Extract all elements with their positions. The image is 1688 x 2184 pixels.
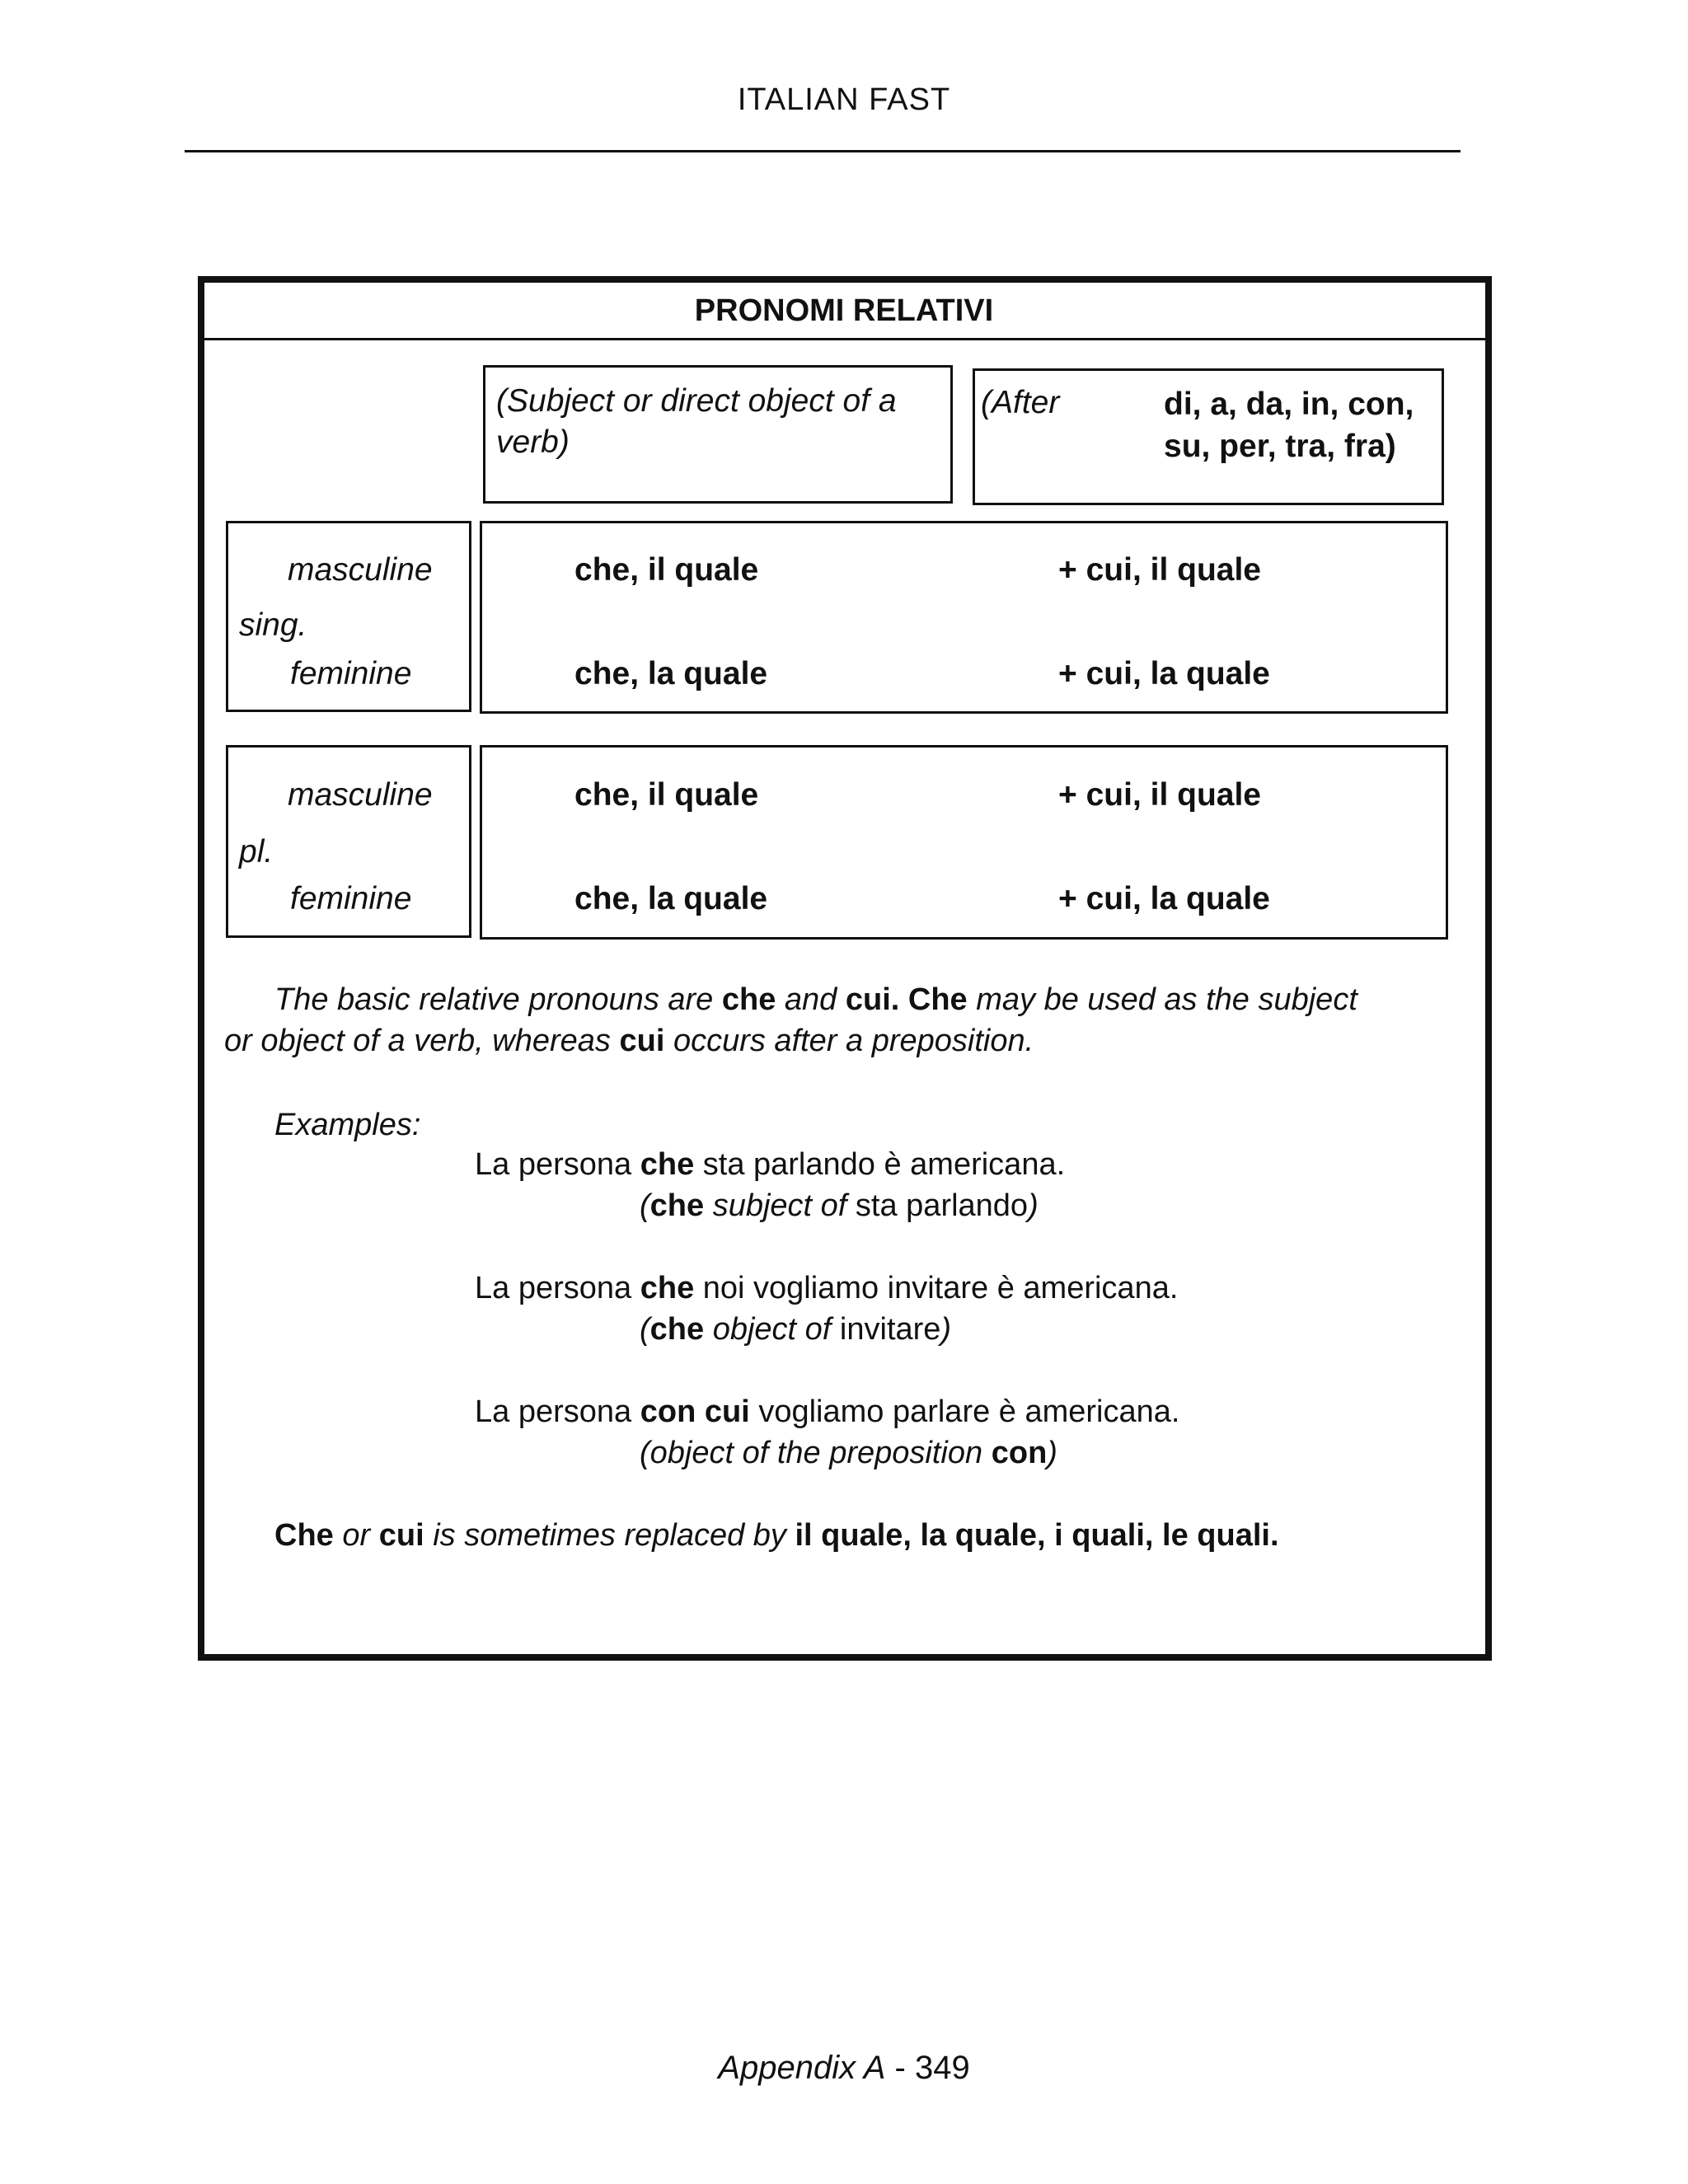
explanation-text: The basic relative pronouns are [274,982,714,1017]
note-paren: ) [1047,1436,1057,1470]
note-paren: ( [640,1188,650,1223]
replacement-forms: il quale, la quale, i quali, le quali. [795,1518,1279,1553]
explanation-text: or object of a verb, whereas [224,1024,611,1058]
page-header-title: ITALIAN FAST [737,82,951,117]
note-keyword: che [649,1312,705,1347]
note-text: is sometimes replaced by [433,1518,786,1553]
note-keyword: che [649,1188,705,1223]
keyword-che: Che [907,982,968,1017]
example-text: La persona [475,1147,632,1182]
plural-fem-subject: che, la quale [574,881,768,916]
keyword-che: che [721,982,776,1017]
singular-masculine-label: masculine [288,552,433,588]
note-text: sta parlando [855,1188,1029,1223]
example-text: La persona [475,1271,632,1305]
col-header-subject-line1: (Subject or direct object of a [496,383,897,419]
singular-fem-subject: che, la quale [574,656,768,691]
example-text: noi vogliamo invitare è americana. [702,1271,1179,1305]
col-header-subject-line2: verb) [496,424,570,460]
example-1-sentence [475,1144,1065,1185]
singular-number-label: sing. [239,607,307,643]
plural-masc-prep: + cui, il quale [1058,777,1261,813]
note-keyword: con [991,1436,1048,1470]
note-text: object of [712,1312,832,1347]
example-text: vogliamo parlare è americana. [758,1394,1180,1429]
note-paren: ( [640,1312,650,1347]
plural-fem-prep: + cui, la quale [1058,881,1270,916]
singular-fem-prep: + cui, la quale [1058,656,1270,691]
example-2-note [640,1309,951,1350]
example-text: La persona [475,1394,632,1429]
note-paren: ) [1028,1188,1039,1223]
example-2-sentence [475,1268,1178,1309]
example-keyword: che [640,1271,695,1305]
example-keyword: che [640,1147,695,1182]
examples-label: Examples: [274,1108,421,1142]
note-text: or [342,1518,371,1553]
plural-masculine-label: masculine [288,777,433,813]
example-text: sta parlando è americana. [702,1147,1066,1182]
explanation-text: and [784,982,837,1017]
keyword-cui: cui. [845,982,900,1017]
note-text: invitare [839,1312,941,1347]
header-rule [185,150,1461,152]
example-keyword: con cui [640,1394,750,1429]
footer-label: Appendix A [718,2050,886,2086]
table-title: PRONOMI RELATIVI [694,293,994,328]
note-paren: ) [940,1312,952,1347]
plural-number-label: pl. [239,834,274,869]
note-text: (object of the preposition [640,1436,983,1470]
col-header-prep-line2: su, per, tra, fra) [1164,429,1396,464]
page-footer [0,2050,1688,2087]
keyword-che: Che [274,1518,334,1553]
example-3-sentence [475,1391,1179,1432]
example-3-note [640,1432,1057,1474]
singular-masc-prep: + cui, il quale [1058,552,1261,588]
explanation-text: may be used as the subject [976,982,1357,1017]
example-1-note [640,1185,1039,1226]
col-header-prep-line1: di, a, da, in, con, [1164,387,1414,422]
explanation-line-1 [274,979,1357,1020]
singular-feminine-label: feminine [290,656,412,691]
keyword-cui: cui [619,1024,665,1058]
page-number: - 349 [894,2050,970,2086]
closing-note [274,1515,1279,1556]
explanation-text: occurs after a preposition. [673,1024,1034,1058]
plural-feminine-label: feminine [290,881,412,916]
explanation-line-2 [224,1020,1034,1062]
col-header-prep-after: (After [981,385,1060,420]
note-text: subject of [712,1188,847,1223]
singular-masc-subject: che, il quale [574,552,759,588]
plural-masc-subject: che, il quale [574,777,759,813]
keyword-cui: cui [378,1518,424,1553]
